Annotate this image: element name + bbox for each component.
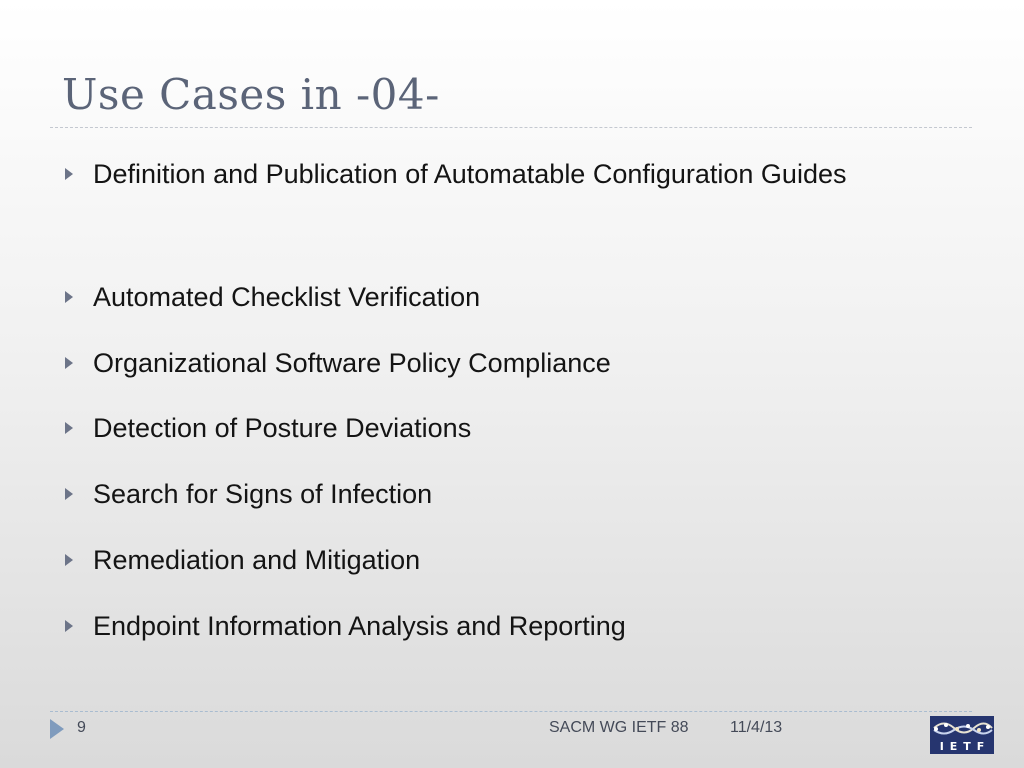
- bullet-item: [60, 532, 920, 589]
- bullet-item: [60, 400, 920, 457]
- logo-emblem-icon: [930, 716, 994, 738]
- footer-text: SACM WG IETF 88: [549, 719, 689, 736]
- bullet-item: [60, 146, 920, 203]
- bullet-label: Search for Signs of Infection: [93, 479, 433, 509]
- bullet-item: [60, 598, 920, 655]
- slide-number: 9: [77, 719, 86, 736]
- bullet-label: Definition and Publication of Automatable Configuration Guides: [93, 159, 847, 189]
- title-divider: [50, 127, 972, 128]
- logo-text: IETF: [939, 740, 991, 753]
- bullet-item: [60, 269, 920, 326]
- ietf-logo: [930, 716, 994, 754]
- slide-title: Use Cases in -04-: [62, 70, 440, 119]
- bullet-arrow-icon: [65, 620, 73, 632]
- bullet-item: [60, 335, 920, 392]
- bullet-arrow-icon: [65, 291, 73, 303]
- bullet-arrow-icon: [65, 488, 73, 500]
- footer-triangle-icon: [50, 719, 64, 739]
- footer-date: 11/4/13: [730, 719, 783, 736]
- bullet-label: Automated Checklist Verification: [93, 282, 481, 312]
- bullet-arrow-icon: [65, 357, 73, 369]
- bullet-label: Organizational Software Policy Compliance: [93, 348, 611, 378]
- bullet-label: Endpoint Information Analysis and Reporting: [93, 611, 626, 641]
- bullet-item: [60, 466, 920, 523]
- bullet-arrow-icon: [65, 422, 73, 434]
- bullet-arrow-icon: [65, 554, 73, 566]
- footer-divider: [50, 711, 972, 712]
- bullet-arrow-icon: [65, 168, 73, 180]
- bullet-label: Remediation and Mitigation: [93, 545, 421, 575]
- bullet-label: Detection of Posture Deviations: [93, 413, 472, 443]
